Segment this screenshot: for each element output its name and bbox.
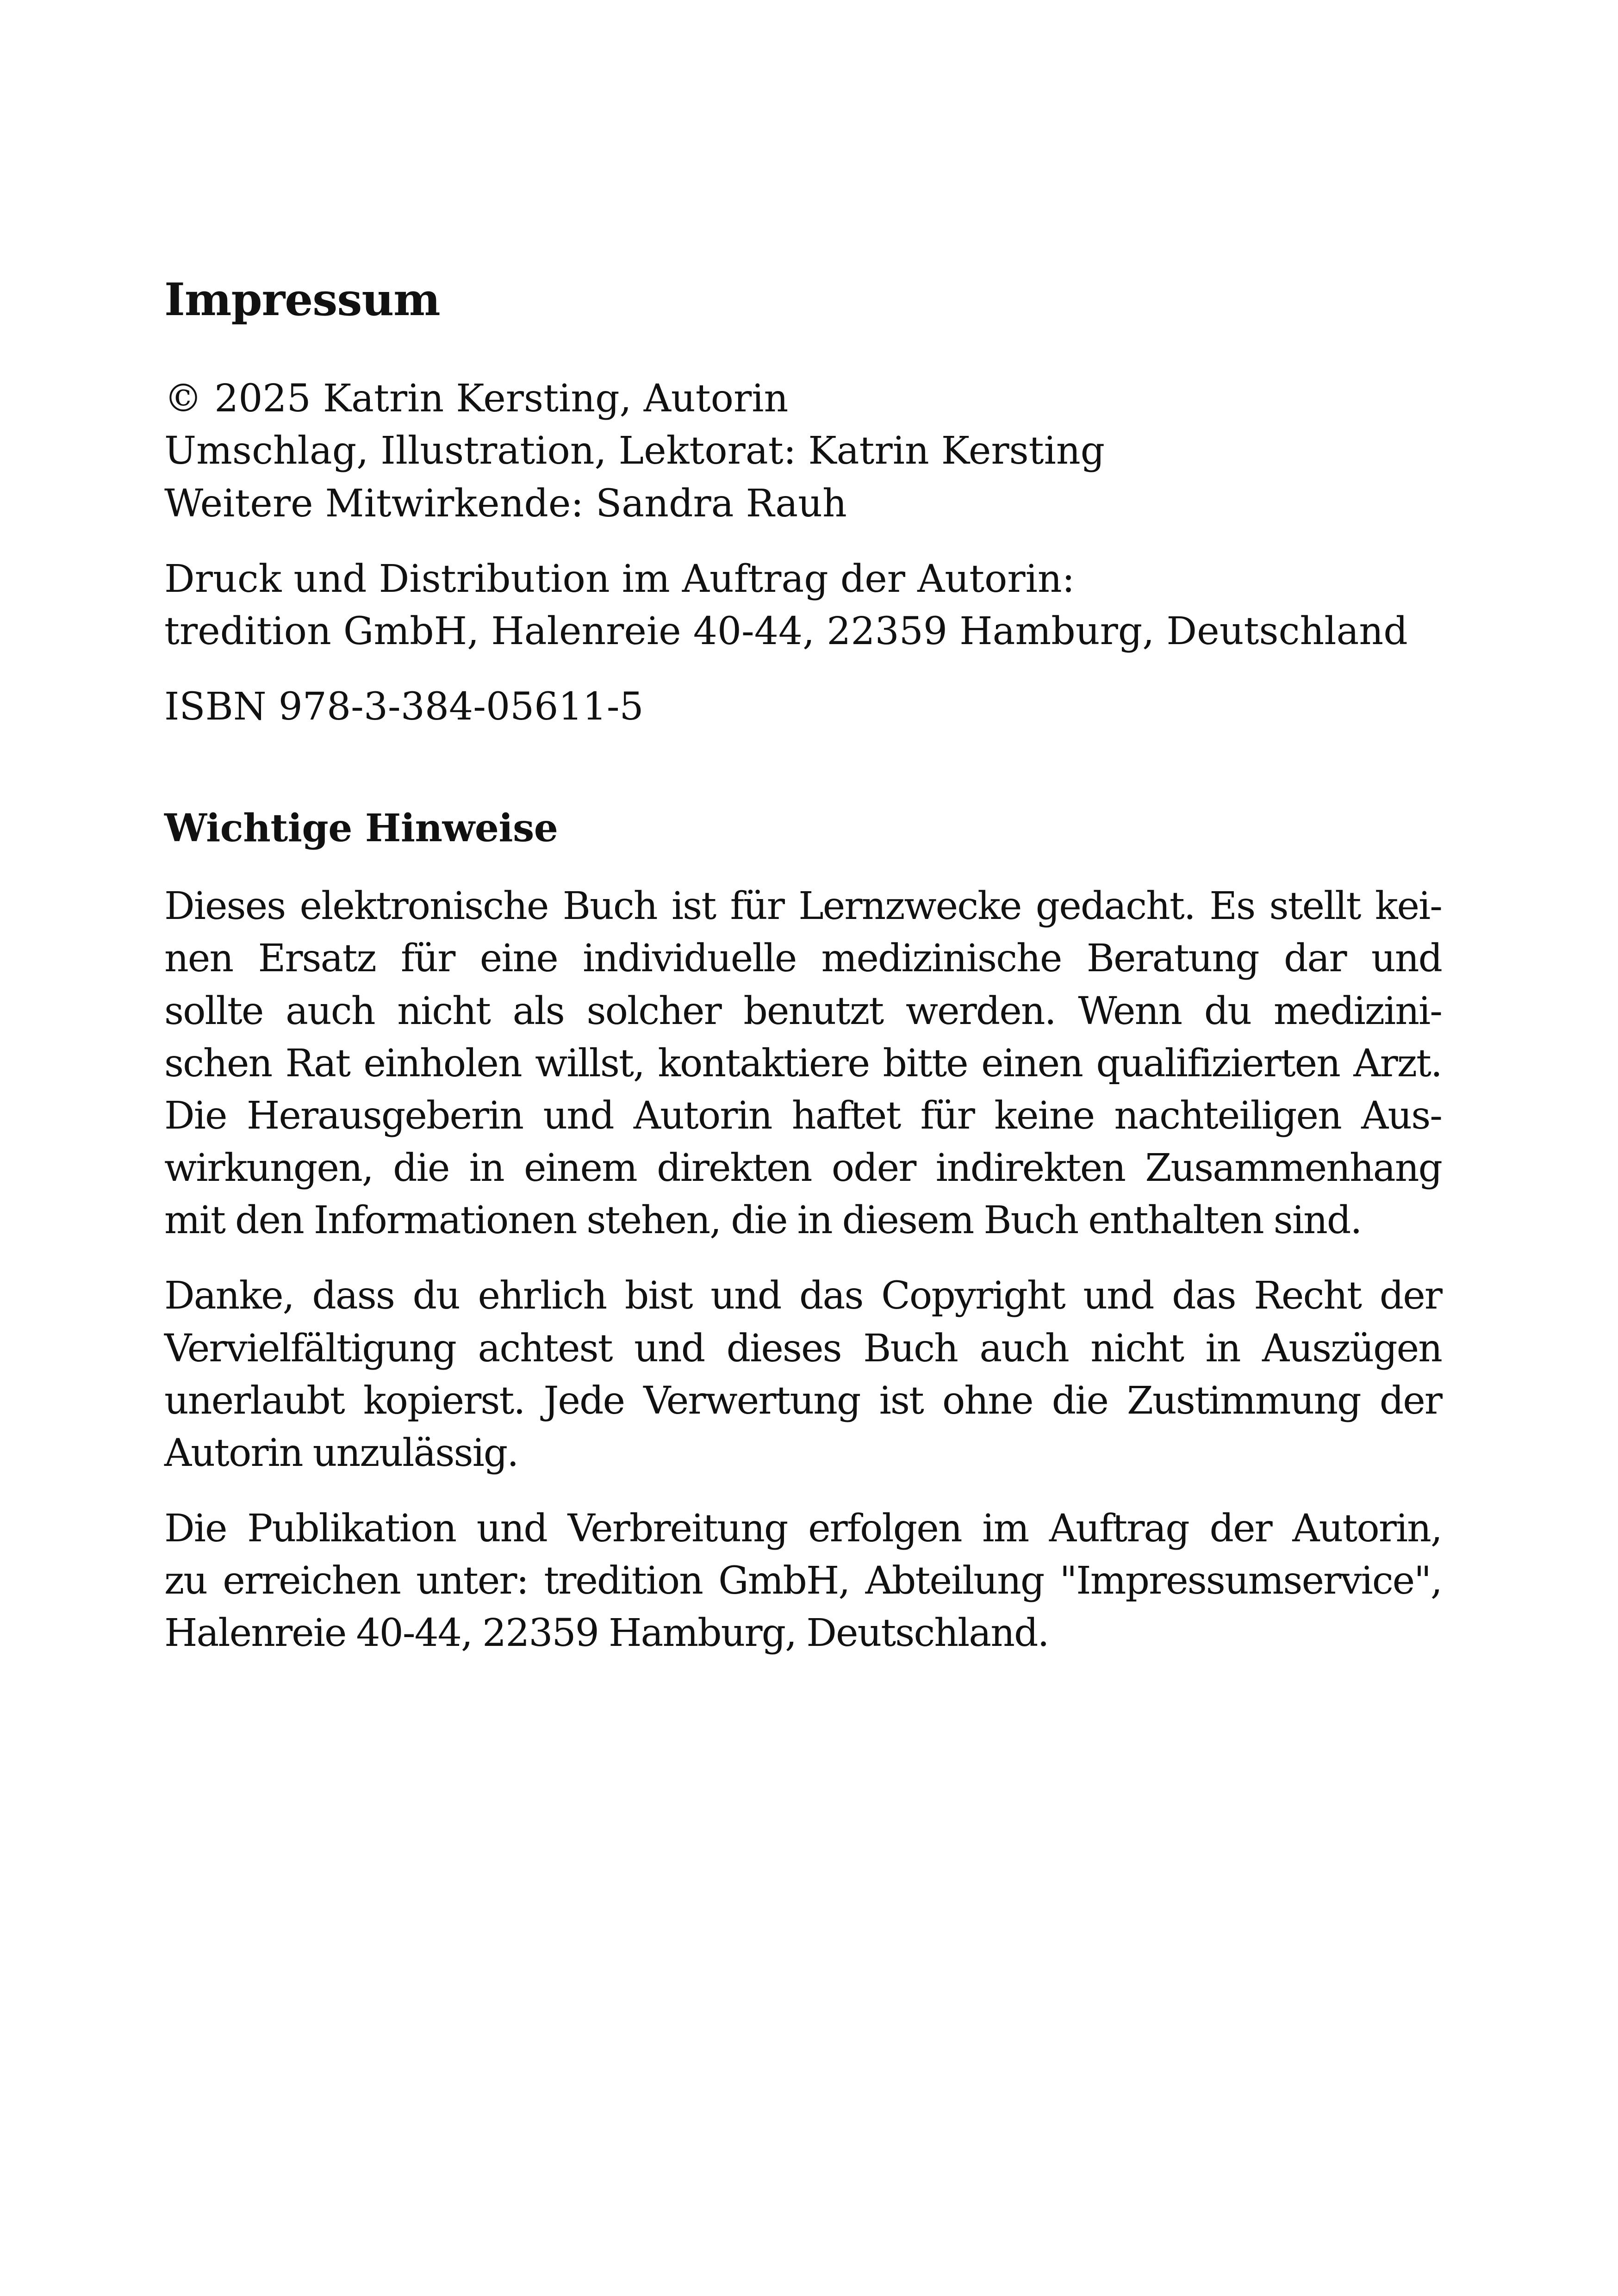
credits-block	[164, 372, 1442, 529]
notes-heading: Wichtige Hinweise	[164, 806, 558, 851]
isbn-line: ISBN 978-3-384-05611-5	[164, 684, 644, 729]
paragraph-line: Autorin unzulässig.	[164, 1431, 518, 1475]
isbn-block	[164, 681, 1442, 733]
contributors-line: Weitere Mitwirkende: Sandra Rauh	[164, 481, 847, 526]
paragraph-line: Halenreie 40-44, 22359 Hamburg, Deutschland.	[164, 1611, 1049, 1656]
cover-credit-line: Umschlag, Illustration, Lektorat: Katrin Kersting	[164, 429, 1105, 473]
publication-paragraph	[164, 1502, 1442, 1659]
paragraph-line: wirkungen, die in einem direkten oder indirekten Zusammenhang	[164, 1146, 1442, 1191]
paragraph-line: sollte auch nicht als solcher benutzt werden. Wenn du medizini-	[164, 989, 1442, 1033]
disclaimer-paragraph	[164, 880, 1442, 1247]
page-title: Impressum	[164, 273, 440, 326]
imprint-page	[164, 273, 1442, 1659]
publisher-address-line: tredition GmbH, Halenreie 40-44, 22359 Hamburg, Deutschland	[164, 609, 1408, 653]
paragraph-line: Die Publikation und Verbreitung erfolgen im Auftrag der Autorin,	[164, 1507, 1442, 1551]
paragraph-line: Dieses elektronische Buch ist für Lernzwecke gedacht. Es stellt kei-	[164, 884, 1442, 929]
paragraph-line: schen Rat einholen willst, kontaktiere bitte einen qualifizierten Arzt.	[164, 1041, 1442, 1086]
distribution-block	[164, 553, 1442, 658]
paragraph-line: unerlaubt kopierst. Jede Verwertung ist ohne die Zustimmung der	[164, 1378, 1442, 1423]
copyright-line: © 2025 Katrin Kersting, Autorin	[164, 377, 789, 421]
paragraph-line: mit den Informationen stehen, die in diesem Buch enthalten sind.	[164, 1198, 1362, 1243]
paragraph-line: Die Herausgeberin und Autorin haftet für keine nachteiligen Aus-	[164, 1093, 1442, 1138]
distribution-line: Druck und Distribution im Auftrag der Autorin:	[164, 557, 1075, 601]
paragraph-line: Vervielfältigung achtest und dieses Buch auch nicht in Auszügen	[164, 1326, 1442, 1371]
paragraph-line: nen Ersatz für eine individuelle medizinische Beratung dar und	[164, 937, 1442, 981]
copyright-notice-paragraph	[164, 1270, 1442, 1479]
paragraph-line: Danke, dass du ehrlich bist und das Copyright und das Recht der	[164, 1274, 1442, 1318]
paragraph-line: zu erreichen unter: tredition GmbH, Abteilung "Impressumservice",	[164, 1559, 1442, 1603]
